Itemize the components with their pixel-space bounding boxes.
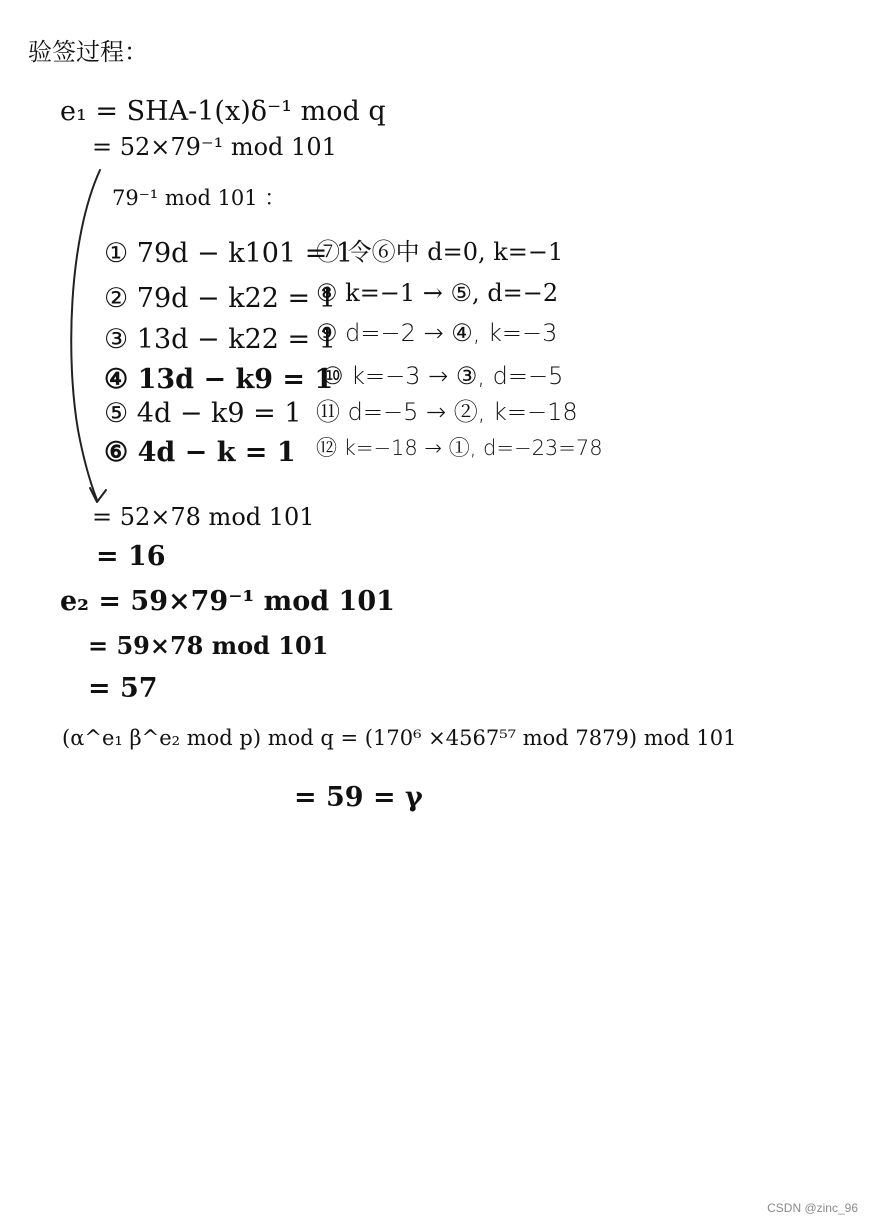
right-step-10: ⑩ k=−3 → ③, d=−5 <box>322 362 564 390</box>
e1-definition: e₁ = SHA-1(x)δ⁻¹ mod q <box>60 96 386 127</box>
e2-substitution: = 59×78 mod 101 <box>88 631 329 660</box>
inverse-heading: 79⁻¹ mod 101 ： <box>112 186 286 210</box>
verification-result: = 59 = γ <box>294 782 423 813</box>
e2-result: = 57 <box>88 673 158 704</box>
left-step-4: ④ 13d − k9 = 1 <box>104 364 334 395</box>
left-step-2: ② 79d − k22 = 1 <box>104 283 336 314</box>
right-step-12: ⑫ k=−18 → ①, d=−23=78 <box>316 436 603 460</box>
e1-result: = 16 <box>96 541 166 572</box>
left-step-1: ① 79d − k101 = 1 <box>104 238 354 269</box>
left-step-6: ⑥ 4d − k = 1 <box>104 437 296 468</box>
left-step-3: ③ 13d − k22 = 1 <box>104 324 336 355</box>
verification-equation: (α^e₁ β^e₂ mod p) mod q = (170⁶ ×4567⁵⁷ mod 7879) mod 101 <box>62 726 737 750</box>
csdn-watermark: CSDN @zinc_96 <box>767 1201 858 1215</box>
right-step-8: ⑧ k=−1 → ⑤, d=−2 <box>316 279 559 307</box>
e2-definition: e₂ = 59×79⁻¹ mod 101 <box>60 586 395 617</box>
e1-substitution: = 52×79⁻¹ mod 101 <box>92 133 337 161</box>
e1-reduce: = 52×78 mod 101 <box>92 503 315 531</box>
right-step-9: ⑨ d=−2 → ④, k=−3 <box>316 319 558 347</box>
right-step-7: ⑦ 令⑥中 d=0, k=−1 <box>316 238 564 266</box>
right-step-11: ⑪ d=−5 → ②, k=−18 <box>316 398 578 426</box>
page-title: 验签过程： <box>28 38 148 66</box>
left-step-5: ⑤ 4d − k9 = 1 <box>104 398 302 429</box>
